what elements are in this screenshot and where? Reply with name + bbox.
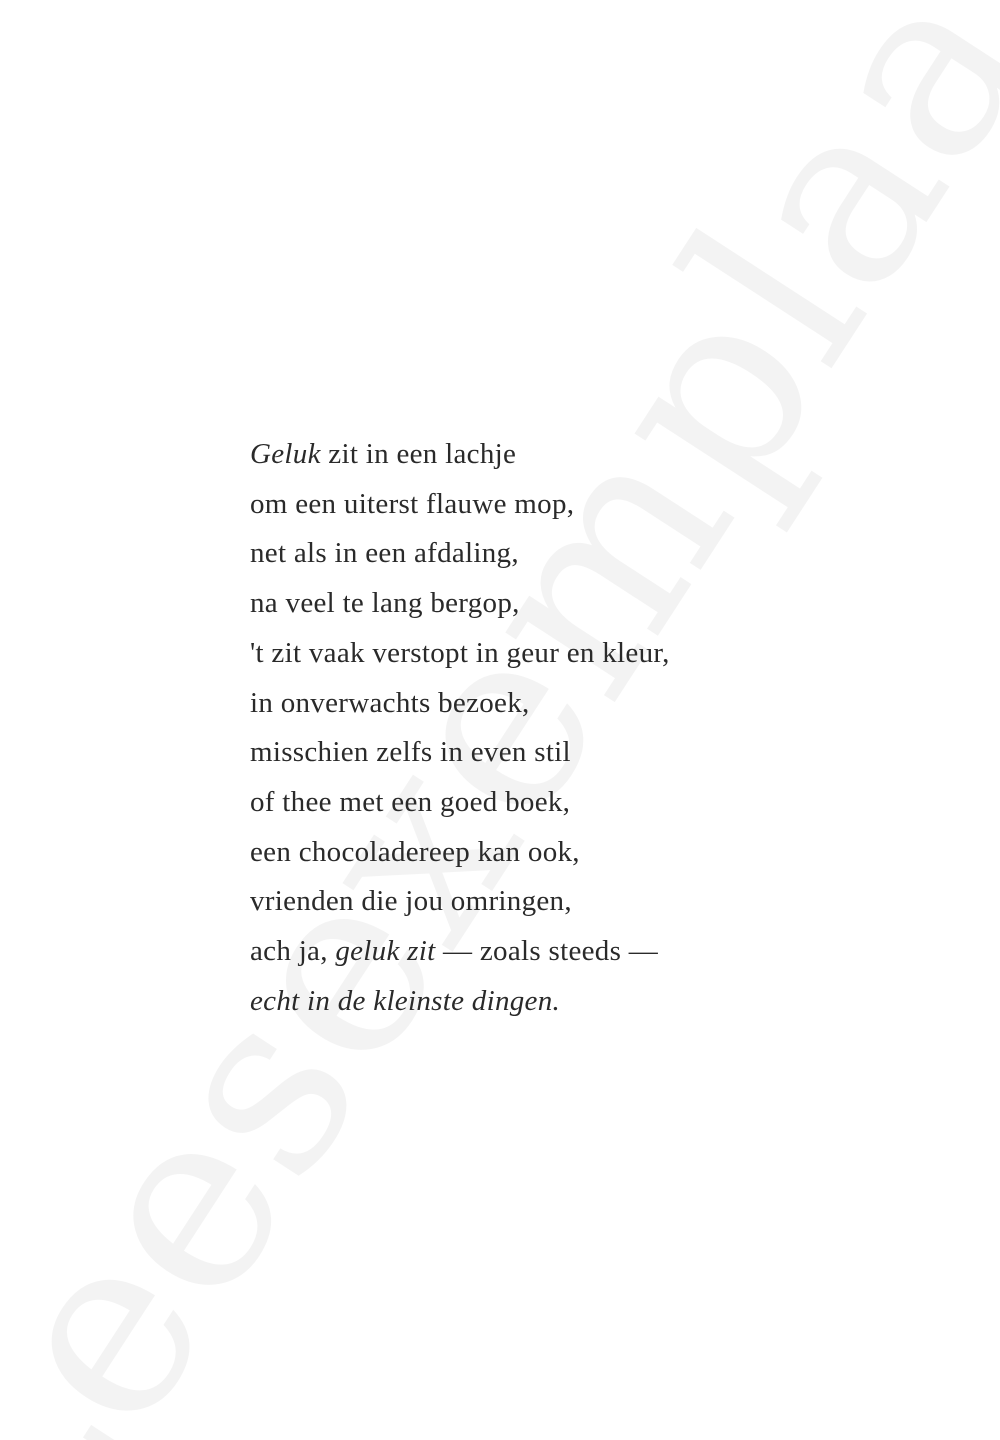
poem-line-4: na veel te lang bergop, [250,587,520,620]
poem-line-11-before: ach ja, [250,935,336,968]
poem-line-12: echt in de kleinste dingen. [250,984,561,1017]
poem-line-1-italic: Geluk [250,438,321,470]
poem-line-9: een chocoladereep kan ook, [250,835,580,868]
poem-line-11 [250,927,870,977]
poem-line-2: om een uiterst flauwe mop, [250,487,575,520]
poem-line-3: net als in een afdaling, [250,537,519,570]
poem-line-8: of thee met een goed boek, [250,785,571,818]
poem-line-11-italic: geluk zit [335,935,436,968]
poem-line-11-after: — zoals steeds — [435,935,659,968]
poem [250,430,870,1026]
poem-line-7: misschien zelfs in even stil [250,736,571,769]
poem-line-5: 't zit vaak verstopt in geur en kleur, [250,636,670,669]
poem-line-10: vrienden die jou omringen, [250,885,572,918]
poem-line-6: in onverwachts bezoek, [250,686,530,719]
poem-line-1-rest: zit in een lachje [320,438,517,470]
poem-line-1 [250,430,870,480]
